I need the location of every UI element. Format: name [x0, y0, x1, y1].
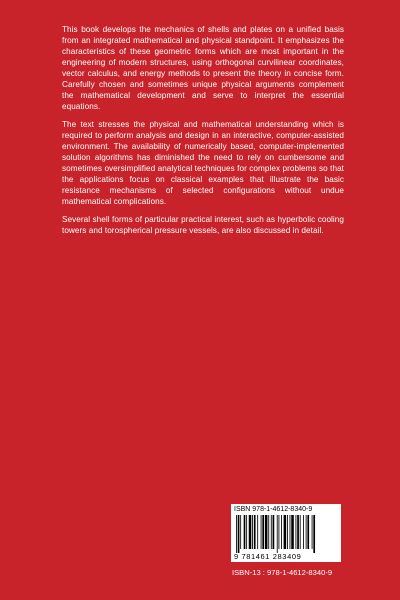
barcode-bar — [303, 515, 304, 549]
barcode-bar — [244, 515, 246, 549]
barcode-bar — [262, 515, 264, 549]
barcode-bar — [268, 515, 269, 549]
barcode-bar — [257, 515, 258, 549]
barcode-bar — [265, 515, 268, 549]
barcode-bar — [307, 515, 309, 549]
barcode-bar — [287, 515, 288, 549]
barcode-isbn-label: ISBN 978-1-4612-8340-9 — [234, 506, 313, 513]
barcode-bar — [273, 515, 275, 549]
barcode-bar — [306, 515, 307, 549]
barcode-bar — [279, 515, 280, 549]
barcode-bar — [240, 515, 241, 549]
barcode-bar — [271, 515, 272, 549]
barcode-bar — [252, 515, 253, 549]
barcode-bars-icon — [234, 515, 338, 553]
barcode-bar — [261, 515, 262, 549]
barcode-bar — [236, 515, 237, 553]
barcode-bar — [246, 515, 247, 549]
barcode-bar — [300, 515, 301, 549]
barcode — [231, 504, 341, 562]
barcode-bar — [281, 515, 282, 549]
barcode-bar — [277, 515, 278, 553]
barcode-bar — [312, 515, 313, 549]
barcode-bar — [291, 515, 294, 549]
barcode-bar — [313, 515, 315, 553]
blurb-paragraph-3: Several shell forms of particular practical interest, such as hyperbolic cooling towers and torospherical pressure vessels, are also discussed in detail. — [62, 215, 344, 235]
barcode-bar — [297, 515, 299, 549]
barcode-digits: 9 781461 283409 — [234, 553, 338, 561]
blurb-paragraph-2: The text stresses the physical and mathematical understanding which is required to perform analysis and design in an interactive, computer-assisted environment. The availability of numerically based, computer-implemented solution algorithms has diminished the need to rely on cumbersome and sometimes oversimplified analytical techniques for complex problems so that the applications focus on classical examples that illustrate the basic resistance mechanisms of selected configurations without undue mathematical complications. — [62, 120, 344, 206]
barcode-bar — [296, 515, 297, 549]
barcode-bar — [238, 515, 240, 553]
blurb-text — [62, 24, 344, 243]
blurb-paragraph-1: This book develops the mechanics of shells and plates on a unified basis from an integrated mathematical and physical standpoint. It emphasizes the characteristics of these geometric forms which are most important in the engineering of modern structures, using orthogonal curvilinear coordinates, vector calculus, and energy methods to present the theory in concise form. Carefully chosen and sometimes unique physical arguments complement the mathematical development and serve to interpret the essential equations. — [62, 25, 344, 111]
isbn-13-line: ISBN-13 : 978-1-4612-8340-9 — [232, 568, 333, 577]
barcode-bar — [249, 515, 252, 549]
barcode-bar — [254, 515, 256, 549]
barcode-bar — [284, 515, 287, 549]
barcode-bar — [290, 515, 291, 549]
